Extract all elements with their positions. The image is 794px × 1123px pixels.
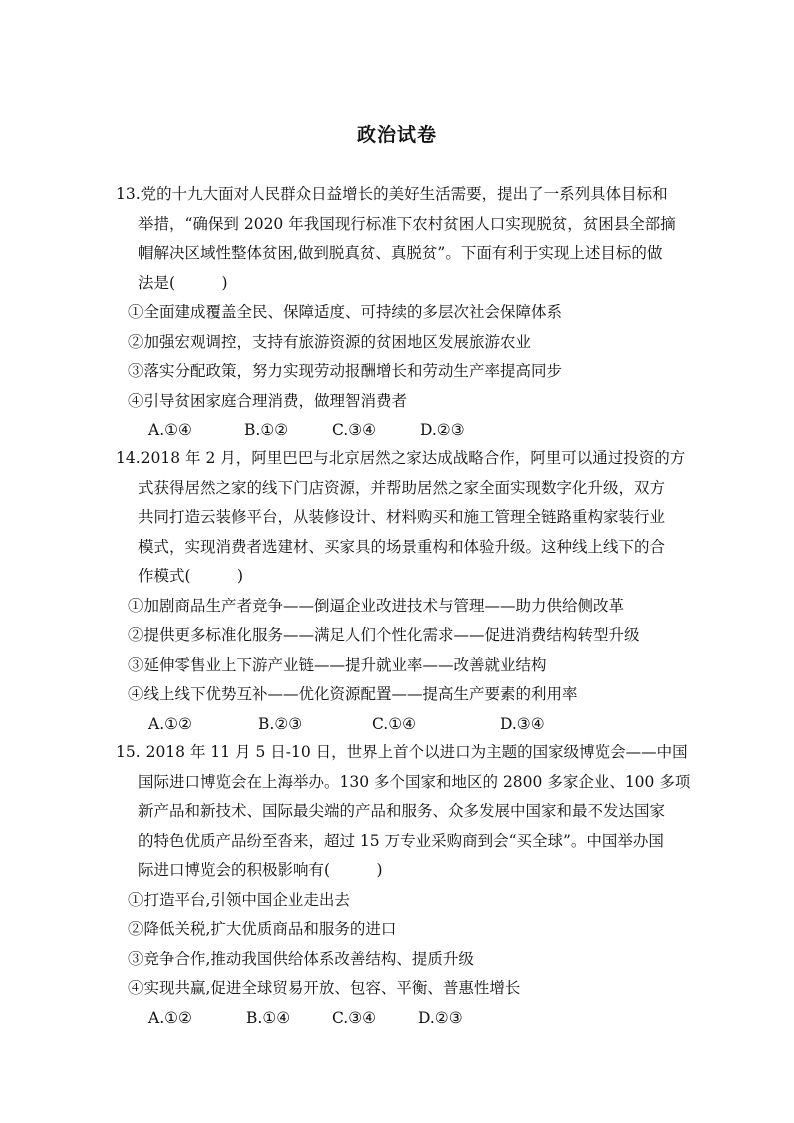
question-stem <box>118 180 684 298</box>
option-4: ④线上线下优势互补——优化资源配置——提高生产要素的利用率 <box>128 685 578 703</box>
stem-line: 际进口博览会的积极影响有( ) <box>138 861 383 879</box>
option-1: ①打造平台,引领中国企业走出去 <box>128 890 350 909</box>
option-2: ②降低关税,扩大优质商品和服务的进口 <box>128 920 397 938</box>
stem-line: 国际进口博览会在上海举办。130 多个国家和地区的 2800 多家企业、100 多项 <box>138 772 691 791</box>
stem-line: 13.党的十九大面对人民群众日益增长的美好生活需要，提出了一系列具体目标和 <box>116 185 668 203</box>
choice-c: C.①④ <box>372 714 417 733</box>
question-15 <box>116 738 691 1033</box>
stem-line: 法是( ) <box>138 273 228 292</box>
choice-b: B.①② <box>244 421 289 439</box>
option-4: ④实现共赢,促进全球贸易开放、包容、平衡、普惠性增长 <box>128 979 521 997</box>
stem-line: 作模式( ) <box>138 567 244 585</box>
stem-line: 共同打造云装修平台，从装修设计、材料购买和施工管理全链路重构家装行业 <box>138 508 666 526</box>
question-13 <box>118 180 684 446</box>
choice-a: A.①② <box>148 1008 192 1027</box>
option-2: ②加强宏观调控，支持有旅游资源的贫困地区发展旅游农业 <box>128 332 532 351</box>
option-2: ②提供更多标准化服务——满足人们个性化需求——促进消费结构转型升级 <box>128 626 640 644</box>
option-4: ④引导贫困家庭合理消费，做理智消费者 <box>128 391 408 410</box>
stem-line: 的特色优质产品纷至沓来，超过 15 万专业采购商到会“买全球”。中国举办国 <box>138 831 664 850</box>
option-3: ③延伸零售业上下游产业链——提升就业率——改善就业结构 <box>128 655 547 674</box>
question-14 <box>118 444 684 739</box>
stem-line: 15. 2018 年 11 月 5 日-10 日，世界上首个以进口为主题的国家级博览会——中国 <box>116 743 688 761</box>
choice-b: B.②③ <box>258 714 303 733</box>
question-stem <box>116 738 691 886</box>
choice-d: D.②③ <box>420 421 465 439</box>
option-1: ①全面建成覆盖全民、保障适度、可持续的多层次社会保障体系 <box>128 303 563 321</box>
stem-line: 模式，实现消费者选建材、买家具的场景重构和体验升级。这种线上线下的合 <box>138 537 666 556</box>
choice-c: C.③④ <box>332 1008 377 1027</box>
choice-d: D.③④ <box>500 714 545 733</box>
stem-line: 举措，“确保到 2020 年我国现行标准下农村贫困人口实现脱贫，贫困县全部摘 <box>138 214 676 233</box>
option-3: ③竞争合作,推动我国供给体系改善结构、提质升级 <box>128 949 474 968</box>
choice-a: A.①④ <box>148 421 192 439</box>
answer-choices <box>118 710 684 740</box>
page-title: 政治试卷 <box>356 124 437 146</box>
question-stem <box>118 444 684 592</box>
choice-b: B.①④ <box>246 1008 291 1027</box>
option-3: ③落实分配政策，努力实现劳动报酬增长和劳动生产率提高同步 <box>128 362 563 380</box>
answer-choices <box>118 1004 684 1034</box>
choice-c: C.③④ <box>332 421 377 439</box>
stem-line: 式获得居然之家的线下门店资源，并帮助居然之家全面实现数字化升级，双方 <box>138 478 666 497</box>
option-1: ①加剧商品生产者竞争——倒逼企业改进技术与管理——助力供给侧改革 <box>128 596 625 615</box>
stem-line: 帽解决区域性整体贫困,做到脱真贫、真脱贫”。下面有利于实现上述目标的做 <box>138 244 663 262</box>
stem-line: 14.2018 年 2 月，阿里巴巴与北京居然之家达成战略合作，阿里可以通过投资的方 <box>116 449 686 467</box>
stem-line: 新产品和新技术、国际最尖端的产品和服务、众多发展中国家和最不发达国家 <box>138 802 666 820</box>
choice-d: D.②③ <box>418 1008 463 1027</box>
answer-choices <box>118 416 684 446</box>
choice-a: A.①② <box>148 714 192 733</box>
